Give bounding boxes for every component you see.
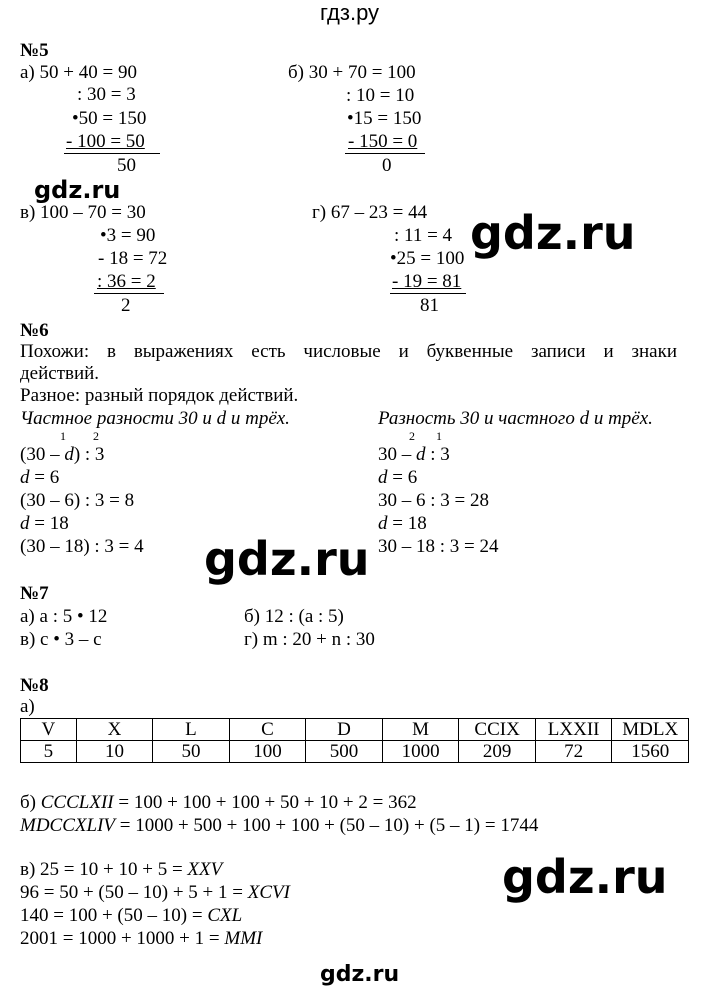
- table-cell: C: [229, 719, 306, 741]
- task-8-title: №8: [20, 675, 49, 696]
- watermark-small: gdz.ru: [34, 176, 121, 204]
- n5-b-line4: - 150 = 0: [348, 131, 418, 152]
- n8-b-line2: [20, 815, 538, 837]
- n6-right-line1: 30 – d : 3: [378, 444, 450, 465]
- n5-v-rule: [94, 293, 164, 294]
- n6-left-order-1: 1: [60, 429, 66, 443]
- n6-left-order-2: 2: [93, 429, 99, 443]
- n8-b-roman2: MDCCXLIV: [20, 815, 115, 836]
- table-cell: V: [21, 719, 77, 741]
- table-row-arabic: [21, 741, 689, 763]
- n5-g-line1: г) 67 – 23 = 44: [312, 202, 428, 223]
- n6-right-line5: 30 – 18 : 3 = 24: [378, 536, 499, 557]
- n6-text-line2: действий.: [20, 363, 100, 384]
- n6-left-line2: d = 6: [20, 467, 60, 488]
- table-cell: MDLX: [612, 719, 689, 741]
- n5-g-result: 81: [420, 295, 439, 316]
- n8-v1-text: в) 25 = 10 + 10 + 5 =: [20, 859, 188, 880]
- n5-b-line2: : 10 = 10: [346, 85, 415, 106]
- n8-v3-roman: CXL: [207, 905, 243, 926]
- n5-g-rule: [390, 293, 466, 294]
- n5-b-line1: б) 30 + 70 = 100: [288, 62, 416, 83]
- task-7-title: №7: [20, 583, 49, 604]
- table-cell: X: [76, 719, 153, 741]
- table-cell: 100: [229, 741, 306, 763]
- table-cell: 10: [76, 741, 153, 763]
- n8-v1-roman: XXV: [187, 859, 223, 880]
- n7-b: б) 12 : (а : 5): [244, 606, 344, 627]
- n6-left-line1: (30 – d) : 3: [20, 444, 105, 465]
- n5-b-line3: •15 = 150: [347, 108, 422, 129]
- n6-text-line1: Похожи: в выражениях есть числовые и буквенные записи и знаки: [20, 341, 677, 362]
- footer-watermark: gdz.ru: [320, 962, 400, 987]
- n8-b-line1: [20, 792, 417, 814]
- n8-b-roman1: CCCLXII: [40, 792, 114, 813]
- n6-left-line4: d = 18: [20, 513, 69, 534]
- n8-v4-roman: MMI: [224, 928, 263, 949]
- n8-v-line4: [20, 928, 262, 950]
- table-cell: 5: [21, 741, 77, 763]
- n6-left-line5: (30 – 18) : 3 = 4: [20, 536, 144, 557]
- n5-v-result: 2: [121, 295, 131, 316]
- n6-right-order-2: 2: [409, 429, 415, 443]
- n8-v-line1: [20, 859, 222, 881]
- table-cell: 50: [153, 741, 230, 763]
- n7-a: а) а : 5 • 12: [20, 606, 108, 627]
- n6-right-title: Разность 30 и частного d и трёх.: [378, 408, 653, 429]
- n8-b-prefix: б): [20, 792, 41, 813]
- n8-b-rest2: = 1000 + 500 + 100 + 100 + (50 – 10) + (5 – 1) = 1744: [115, 815, 539, 836]
- n6-right-line4: d = 18: [378, 513, 427, 534]
- task-5-title: №5: [20, 40, 49, 61]
- n6-right-line3: 30 – 6 : 3 = 28: [378, 490, 489, 511]
- table-cell: L: [153, 719, 230, 741]
- table-cell: 1560: [612, 741, 689, 763]
- n7-v: в) с • 3 – с: [20, 629, 102, 650]
- watermark-large-bottom: gdz.ru: [502, 850, 668, 904]
- n5-a-result: 50: [117, 155, 136, 176]
- n5-b-result: 0: [382, 155, 392, 176]
- n6-left-title: Частное разности 30 и d и трёх.: [20, 408, 290, 429]
- n5-v-line2: •3 = 90: [100, 225, 156, 246]
- n8-v2-text: 96 = 50 + (50 – 10) + 5 + 1 =: [20, 882, 248, 903]
- n5-g-line4: - 19 = 81: [392, 271, 462, 292]
- n5-a-line4: - 100 = 50: [66, 131, 145, 152]
- n7-g: г) m : 20 + n : 30: [244, 629, 375, 650]
- n8-v4-text: 2001 = 1000 + 1000 + 1 =: [20, 928, 225, 949]
- n5-b-rule: [345, 153, 425, 154]
- roman-numerals-table: [20, 718, 689, 763]
- table-row-roman: [21, 719, 689, 741]
- table-cell: 1000: [382, 741, 459, 763]
- n8-v-line3: [20, 905, 242, 927]
- table-cell: 500: [306, 741, 383, 763]
- n5-v-line4: : 36 = 2: [97, 271, 156, 292]
- table-cell: 209: [459, 741, 536, 763]
- n5-v-line1: в) 100 – 70 = 30: [20, 202, 146, 223]
- table-cell: LXXII: [535, 719, 612, 741]
- n5-a-line1: а) 50 + 40 = 90: [20, 62, 137, 83]
- n5-a-line3: •50 = 150: [72, 108, 147, 129]
- n5-g-line2: : 11 = 4: [394, 225, 453, 246]
- n6-right-line2: d = 6: [378, 467, 418, 488]
- n8-v-line2: [20, 882, 290, 904]
- watermark-large-center: gdz.ru: [204, 532, 370, 586]
- n5-v-line3: - 18 = 72: [98, 248, 168, 269]
- n8-b-rest1: = 100 + 100 + 100 + 50 + 10 + 2 = 362: [113, 792, 417, 813]
- n5-a-rule: [64, 153, 160, 154]
- table-cell: 72: [535, 741, 612, 763]
- n5-g-line3: •25 = 100: [390, 248, 465, 269]
- n8-v2-roman: XCVI: [247, 882, 290, 903]
- n6-right-order-1: 1: [436, 429, 442, 443]
- n6-text-line3: Разное: разный порядок действий.: [20, 385, 299, 406]
- n6-left-line3: (30 – 6) : 3 = 8: [20, 490, 135, 511]
- table-cell: M: [382, 719, 459, 741]
- site-header: гдз.ру: [320, 0, 380, 25]
- table-cell: D: [306, 719, 383, 741]
- task-6-title: №6: [20, 320, 49, 341]
- n5-a-line2: : 30 = 3: [77, 84, 136, 105]
- watermark-large: gdz.ru: [470, 206, 636, 260]
- n8-v3-text: 140 = 100 + (50 – 10) =: [20, 905, 208, 926]
- table-cell: CCIX: [459, 719, 536, 741]
- n8-a-label: а): [20, 696, 35, 717]
